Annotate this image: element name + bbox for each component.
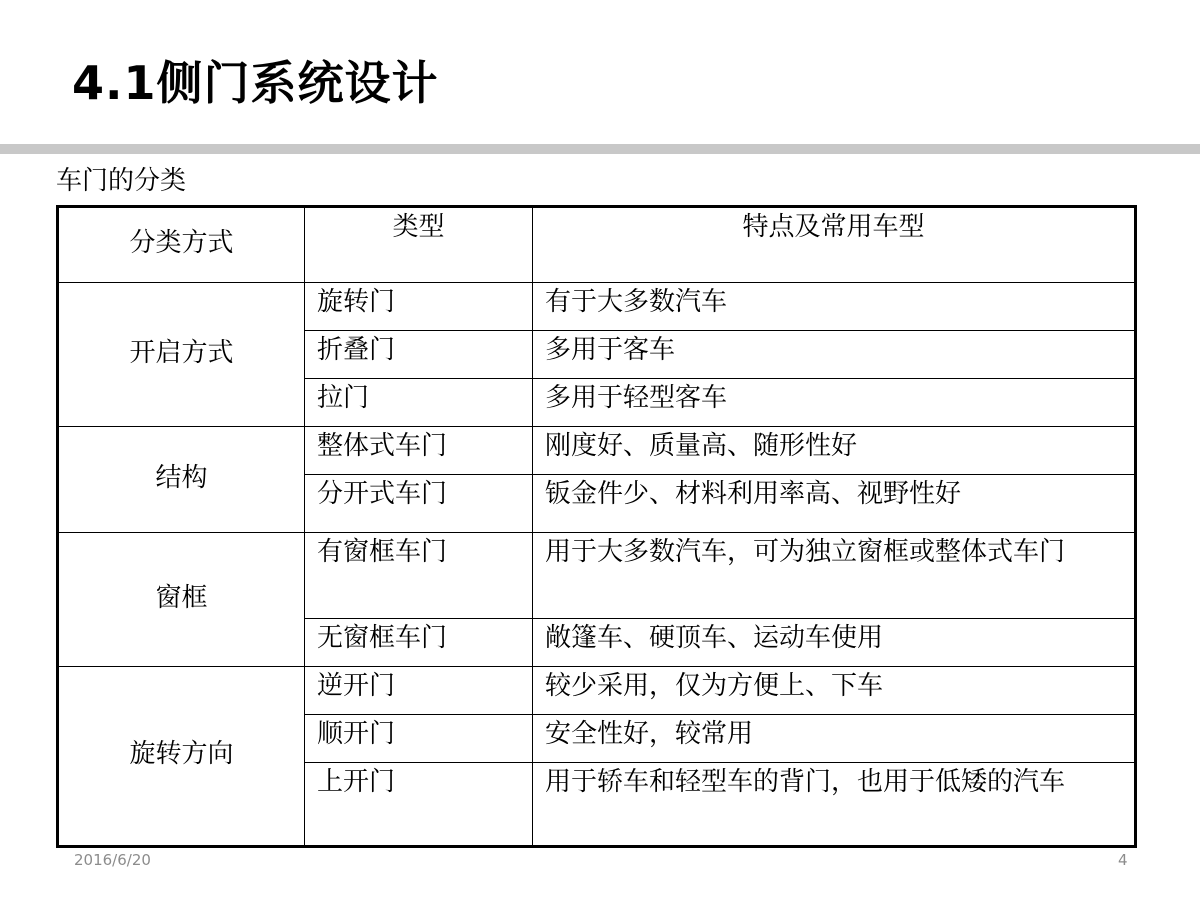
- feature-cell: 多用于轻型客车: [533, 379, 1136, 427]
- type-cell: 有窗框车门: [305, 533, 533, 619]
- type-cell: 无窗框车门: [305, 619, 533, 667]
- table-row: [58, 667, 1136, 715]
- feature-cell: 用于轿车和轻型车的背门，也用于低矮的汽车: [533, 763, 1136, 847]
- table-row: [58, 283, 1136, 331]
- feature-cell: 有于大多数汽车: [533, 283, 1136, 331]
- feature-cell: 刚度好、质量高、随形性好: [533, 427, 1136, 475]
- feature-cell: 多用于客车: [533, 331, 1136, 379]
- category-cell: 窗框: [58, 533, 305, 667]
- type-cell: 逆开门: [305, 667, 533, 715]
- table-row: [58, 533, 1136, 619]
- type-cell: 拉门: [305, 379, 533, 427]
- category-cell: 旋转方向: [58, 667, 305, 847]
- feature-cell: 安全性好，较常用: [533, 715, 1136, 763]
- feature-cell: 敞篷车、硬顶车、运动车使用: [533, 619, 1136, 667]
- title-divider: [0, 144, 1200, 154]
- category-cell: 开启方式: [58, 283, 305, 427]
- type-cell: 上开门: [305, 763, 533, 847]
- category-cell: 结构: [58, 427, 305, 533]
- header-cell: 分类方式: [58, 207, 305, 283]
- feature-cell: 用于大多数汽车，可为独立窗框或整体式车门: [533, 533, 1136, 619]
- type-cell: 旋转门: [305, 283, 533, 331]
- page-number: 4: [1118, 851, 1128, 869]
- slide-title: 4.1侧门系统设计: [72, 56, 439, 110]
- feature-cell: 钣金件少、材料利用率高、视野性好: [533, 475, 1136, 533]
- classification-table: [56, 205, 1137, 848]
- table-header-row: [58, 207, 1136, 283]
- type-cell: 折叠门: [305, 331, 533, 379]
- table-row: [58, 427, 1136, 475]
- header-cell: 特点及常用车型: [533, 207, 1136, 283]
- type-cell: 整体式车门: [305, 427, 533, 475]
- type-cell: 顺开门: [305, 715, 533, 763]
- header-cell: 类型: [305, 207, 533, 283]
- feature-cell: 较少采用，仅为方便上、下车: [533, 667, 1136, 715]
- slide-subtitle: 车门的分类: [56, 166, 187, 196]
- type-cell: 分开式车门: [305, 475, 533, 533]
- footer-date: 2016/6/20: [74, 851, 151, 869]
